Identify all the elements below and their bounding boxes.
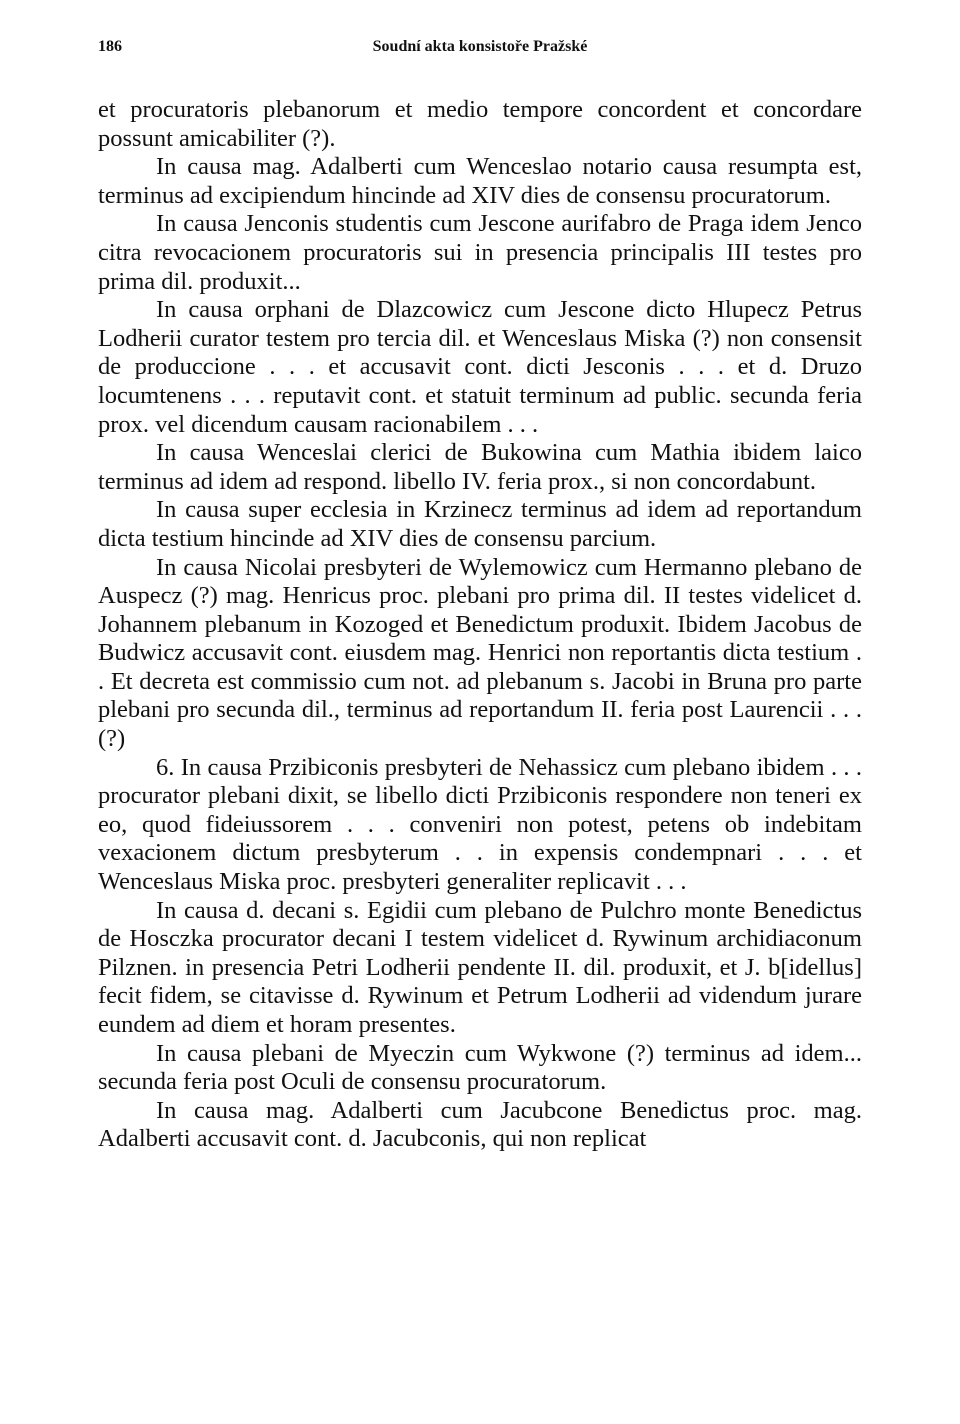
paragraph: In causa Wenceslai clerici de Bukowina cum Mathia ibidem laico terminus ad idem ad respond. libello IV. feria prox., si non concordabunt. <box>98 439 862 495</box>
page-number: 186 <box>98 38 122 55</box>
body-text <box>98 96 862 1154</box>
paragraph-continuation: et procuratoris plebanorum et medio tempore concordent et concordare possunt amicabiliter (?). <box>98 96 862 152</box>
paragraph: In causa orphani de Dlazcowicz cum Jescone dicto Hlupecz Petrus Lodherii curator testem pro tercia dil. et Wenceslaus Miska (?) non consensit de produccione . . . et accusavit cont. dicti Jesconis . . . et d. Druzo locumtenens . . . reputavit cont. et statuit terminum ad public. secunda feria prox. vel dicendum causam racionabilem . . . <box>98 296 862 438</box>
running-head <box>98 30 862 66</box>
paragraph: In causa Jenconis studentis cum Jescone aurifabro de Praga idem Jenco citra revocacionem procuratoris sui in presencia principalis III testes pro prima dil. produxit... <box>98 210 862 295</box>
paragraph: In causa d. decani s. Egidii cum plebano de Pulchro monte Benedictus de Hosczka procurator decani I testem videlicet d. Rywinum archidiaconum Pilznen. in presencia Petri Lodherii pendente II. dil. produxit, et J. b[idellus] fecit fidem, se citavisse d. Rywinum et Petrum Lodherii ad videndum jurare eundem ad diem et horam presentes. <box>98 896 862 1038</box>
paragraph: In causa mag. Adalberti cum Jacubcone Benedictus proc. mag. Adalberti accusavit cont. d. Jacubconis, qui non replicat <box>98 1096 862 1153</box>
running-title: Soudní akta konsistoře Pražské <box>372 38 588 55</box>
paragraph: In causa plebani de Myeczin cum Wykwone (?) terminus ad idem... secunda feria post Oculi de consensu procuratorum. <box>98 1039 862 1096</box>
document-page <box>98 30 862 1154</box>
paragraph: In causa mag. Adalberti cum Wenceslao notario causa resumpta est, terminus ad excipiendum hincinde ad XIV dies de consensu procuratorum. <box>98 153 862 209</box>
paragraph: In causa super ecclesia in Krzinecz terminus ad idem ad reportandum dicta testium hincinde ad XIV dies de consensu parcium. <box>98 496 862 552</box>
paragraph: 6. In causa Przibiconis presbyteri de Nehassicz cum plebano ibidem . . . procurator plebani dixit, se libello dicti Przibiconis respondere non teneri ex eo, quod fideiussorem . . . conveniri non potest, petens ob indebitam vexacionem dictum presbyterum . . in expensis condempnari . . . et Wenceslaus Miska proc. presbyteri generaliter replicavit . . . <box>98 753 862 896</box>
paragraph: In causa Nicolai presbyteri de Wylemowicz cum Hermanno plebano de Auspecz (?) mag. Henricus proc. plebani pro prima dil. II testes videlicet d. Johannem plebanum in Kozoged et Benedictum produxit. Ibidem Jacobus de Budwicz accusavit cont. eiusdem mag. Henrici non reportantis dicta testium . . Et decreta est commissio cum not. ad plebanum s. Jacobi in Bruna pro parte plebani pro secunda dil., terminus ad reportandum II. feria post Laurencii . . . (?) <box>98 553 862 753</box>
